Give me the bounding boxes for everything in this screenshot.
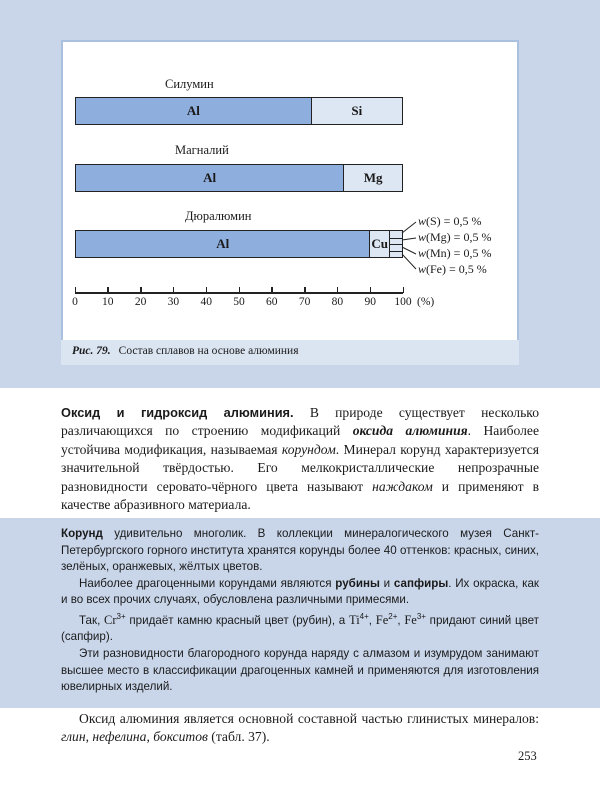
trace-label-mg: w(Mg) = 0,5 %: [418, 230, 492, 244]
x-tick-mark: [206, 287, 208, 293]
segment-al-duralumin: Al: [76, 231, 369, 257]
box-paragraph-4: Эти разновидности благородного корунда наряду с алмазом и изумрудом занимают высшее место в классификации драгоценных камней и применяются для изготовления ювелирных изделий.: [61, 647, 539, 694]
term-emery: наждаком: [372, 478, 433, 494]
info-box-text: [61, 526, 539, 696]
x-tick-label: 10: [102, 296, 114, 308]
x-tick-label: 60: [266, 296, 278, 308]
figure-caption: [72, 345, 298, 357]
x-tick-label: 20: [134, 296, 147, 308]
x-tick-mark: [239, 287, 241, 293]
term-aluminium-oxide: оксида алюминия: [352, 423, 468, 439]
x-tick-mark: [370, 287, 372, 293]
box-paragraph-2: Наиболее драгоценными корундами являются рубины и сапфиры. Их окраска, как и во всех прочих случаях, обусловлена различными примесями.: [61, 576, 539, 607]
segment-si: Si: [311, 98, 402, 124]
x-tick-label: 100: [394, 296, 412, 308]
x-tick-mark: [173, 287, 175, 293]
box-paragraph-3: Так, $Cr^{3+}$ придаёт камню красный цвет (рубин), а $Ti^{4+}$, $Fe^{2+}$, $Fe^{3+}$ придают синий цвет (сапфир).: [61, 611, 539, 644]
segment-al-magnalium: Al: [76, 165, 343, 191]
alloy-name-magnalium: Магналий: [175, 143, 229, 157]
x-tick-label: 80: [331, 296, 344, 308]
paragraph-clay-minerals: Оксид алюминия является основной составной частью глинистых минералов: глин, нефелина, бокситов (табл. 37).: [61, 711, 539, 745]
alloy-name-silumin: Силумин: [165, 77, 214, 91]
x-tick-mark: [403, 287, 405, 293]
x-tick-mark: [337, 287, 339, 293]
paragraph-alumina: Оксид и гидроксид алюминия. В природе существует несколько различающихся по строению модификаций оксида алюминия. Наиболее устойчива модификация, называемая корундом. Минерал корунд характеризуется значительной твёрдостью. Его мелкокристаллические непрозрачные разновидности серовато-чёрного цвета называют наждаком и применяют в качестве абразивного материала.: [61, 405, 539, 513]
trace-label-fe: w(Fe) = 0,5 %: [418, 262, 487, 276]
segment-al-silumin: Al: [76, 98, 311, 124]
box-paragraph-1: Корунд удивительно многолик. В коллекции минералогического музея Санкт-Петербургского горного института хранятся корунды более 40 оттенков: красных, синих, зелёных, оранжевых, жёлтых цветов.: [61, 527, 539, 574]
term-corundum: корундом: [281, 441, 336, 457]
x-tick-mark: [75, 287, 77, 293]
x-tick-mark: [304, 287, 306, 293]
trace-label-mn: w(Mn) = 0,5 %: [418, 246, 492, 260]
x-tick-label: 50: [233, 296, 245, 308]
segment-cu: Cu: [369, 231, 389, 257]
x-tick-mark: [271, 287, 273, 293]
x-tick-mark: [107, 287, 109, 293]
figure-caption-text: Состав сплавов на основе алюминия: [118, 345, 299, 357]
trace-label-s: w(S) = 0,5 %: [418, 214, 482, 228]
x-tick-mark: [140, 287, 142, 293]
x-tick-label: 30: [167, 296, 180, 308]
x-tick-label: 40: [200, 296, 212, 308]
figure-number: Рис. 79.: [72, 345, 111, 357]
segment-mg: Mg: [343, 165, 402, 191]
x-tick-label: 70: [298, 296, 311, 308]
page-number: 253: [518, 749, 537, 763]
alloy-name-duralumin: Дюралюмин: [185, 209, 252, 223]
paragraph-heading: Оксид и гидроксид алюминия.: [61, 405, 294, 420]
axis-unit: (%): [417, 296, 435, 308]
x-tick-label: 90: [364, 296, 376, 308]
x-tick-label: 0: [72, 296, 78, 308]
